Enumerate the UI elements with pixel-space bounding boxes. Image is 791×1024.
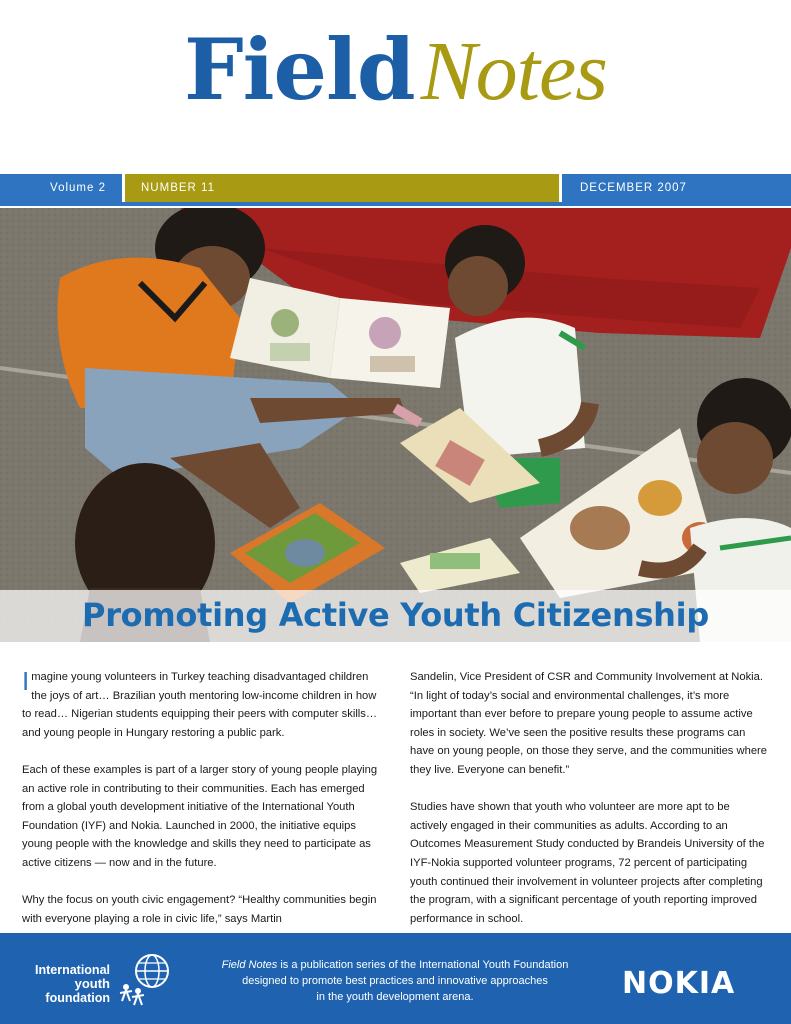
publication-title: [0, 22, 791, 120]
blurb-publication-name: Field Notes: [221, 959, 278, 971]
cover-photo: [0, 208, 791, 642]
issue-info-bar: [0, 174, 791, 202]
article-column-left: [22, 668, 382, 947]
paragraph: Sandelin, Vice President of CSR and Community Involvement at Nokia. “In light of today’s social and environmental challenges, it’s more important than ever before to prepare young people to assume active roles in society. We’ve seen the positive results these programs can have on young people, on those they serve, and the communities where they live. Everyone can benefit.”: [410, 671, 767, 776]
iyf-logo-text: International youth foundation: [34, 963, 110, 1005]
globe-people-icon: [114, 951, 174, 1011]
issue-number: NUMBER 11: [125, 174, 559, 202]
paragraph-text-0: magine young volunteers in Turkey teaching disadvantaged children the joys of art… Brazilian youth mentoring low-income children in how to read… Nigerian students equipping their peers with computer skills… and young people in Hungary restoring a public park.: [22, 671, 378, 739]
blurb-line-1: is a publication series of the International Youth Foundation: [277, 959, 569, 971]
paragraph: Studies have shown that youth who volunteer are more apt to be actively engaged in their communities as adults. According to an Outcomes Measurement Study conducted by Brandeis University of the IYF-Nokia supported volunteer programs, 72 percent of participating youth continued their involvement in volunteer projects after completing the program, with a significant percentage of youth reporting improved performance in school.: [410, 801, 765, 925]
title-field: Field: [184, 20, 415, 119]
children-reading-illustration: [0, 208, 791, 642]
volume-label: Volume 2: [0, 174, 122, 202]
blurb-line-3: in the youth development arena.: [316, 991, 474, 1003]
article-column-right: [410, 668, 770, 947]
drop-cap: I: [22, 666, 30, 696]
paragraph: Each of these examples is part of a larger story of young people playing an active role in contributing to their communities. Each has emerged from a global youth development initiative of the International Youth Foundation (IYF) and Nokia. Launched in 2000, the initiative equips young people with the knowledge and skills they need to participate as active citizens — now and in the future.: [22, 763, 378, 869]
nokia-logo: NOKIA: [622, 966, 736, 1001]
blurb-line-2: designed to promote best practices and innovative approaches: [242, 975, 548, 987]
paragraph: [22, 668, 382, 742]
paragraph: Why the focus on youth civic engagement? “Healthy communities begin with everyone playing a role in civic life,” says Martin: [22, 894, 377, 925]
iyf-logo: [28, 959, 178, 1009]
article-headline: Promoting Active Youth Citizenship: [82, 596, 709, 634]
masthead: [0, 0, 791, 172]
divider-rule: [0, 202, 791, 206]
issue-date: DECEMBER 2007: [562, 174, 791, 202]
publication-blurb: [200, 957, 590, 1005]
title-notes: Notes: [420, 25, 607, 118]
